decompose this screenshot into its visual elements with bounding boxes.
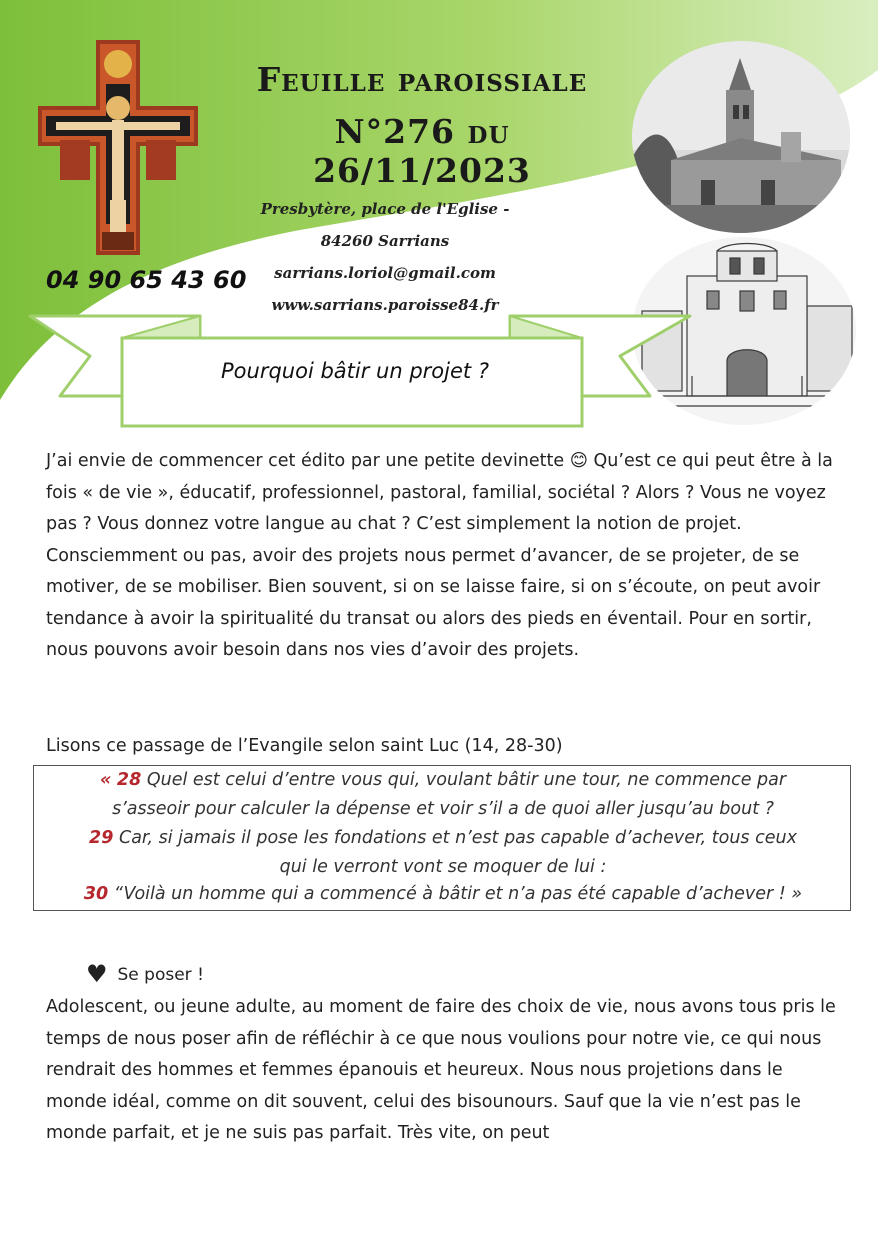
verse-28-line-2: s’asseoir pour calculer la dépense et voir s’il a de quoi aller jusqu’au bout ?	[112, 799, 774, 819]
gospel-lead: Lisons ce passage de l’Evangile selon saint Luc (14, 28-30)	[46, 736, 563, 756]
article-heading: Pourquoi bâtir un projet ?	[221, 359, 489, 383]
phone-number: 04 90 65 43 60	[46, 266, 247, 294]
verse-29-text-1: Car, si jamais il pose les fondations et n’est pas capable d’achever, tous ceux	[118, 828, 797, 848]
verse-28-line-1	[34, 770, 852, 790]
verse-30-number: 30	[83, 884, 109, 904]
church-photo	[631, 40, 851, 235]
newsletter-title: Feuille paroissiale	[256, 60, 588, 99]
verse-29-line-1	[34, 828, 852, 848]
section-paragraph: Adolescent, ou jeune adulte, au moment de faire des choix de vie, nous avons tous pris le temps de nous poser afin de réfléchir à ce que nous voulions pour notre vie, ce qui nous rendrait des hommes et femmes épanouis et heureux. Nous nous projetions dans le monde idéal, comme on dit souvent, celui des bisounours. Sauf que la vie n’est pas le monde parfait, et je ne suis pas parfait. Très vite, on peut	[46, 997, 836, 1143]
address-line-1: Presbytère, place de l'Eglise -	[260, 200, 510, 218]
verse-29-number: 29	[89, 828, 114, 848]
email-link[interactable]: sarrians.loriol@gmail.com	[274, 264, 496, 282]
verse-28-number: 28	[116, 770, 142, 790]
section-heading	[86, 960, 204, 988]
verse-30-text: “Voilà un homme qui a commencé à bâtir et n’a pas été capable d’achever ! »	[113, 884, 803, 904]
intro-paragraph: J’ai envie de commencer cet édito par une petite devinette 😊 Qu’est ce qui peut être à la fois « de vie », éducatif, professionnel, pastoral, familial, sociétal ? Alors ? Vous ne voyez pas ? Vous donnez votre langue au chat ? C’est simplement la notion de projet. Consciemment ou pas, avoir des projets nous permet d’avancer, de se projeter, de se motiver, de se mobiliser. Bien souvent, si on se laisse faire, si on s’écoute, on peut avoir tendance à avoir la spiritualité du transat ou alors des pieds en éventail. Pour en sortir, nous pouvons avoir besoin dans nos vies d’avoir des projets.	[46, 451, 833, 660]
gospel-quote-box	[33, 765, 851, 911]
verse-30-line	[34, 884, 852, 904]
address-line-2: 84260 Sarrians	[320, 232, 450, 250]
crucifix-image	[38, 40, 198, 255]
heart-icon: ♥	[86, 960, 108, 988]
website-link[interactable]: www.sarrians.paroisse84.fr	[271, 296, 499, 314]
verse-29-line-2: qui le verront vont se moquer de lui :	[279, 857, 607, 877]
verse-28-text-1: Quel est celui d’entre vous qui, voulant bâtir une tour, ne commence par	[146, 770, 787, 790]
open-quote-mark: «	[99, 770, 112, 790]
section-heading-text: Se poser !	[117, 965, 204, 985]
newsletter-issue-date: N°276 du 26/11/2023	[313, 112, 531, 190]
